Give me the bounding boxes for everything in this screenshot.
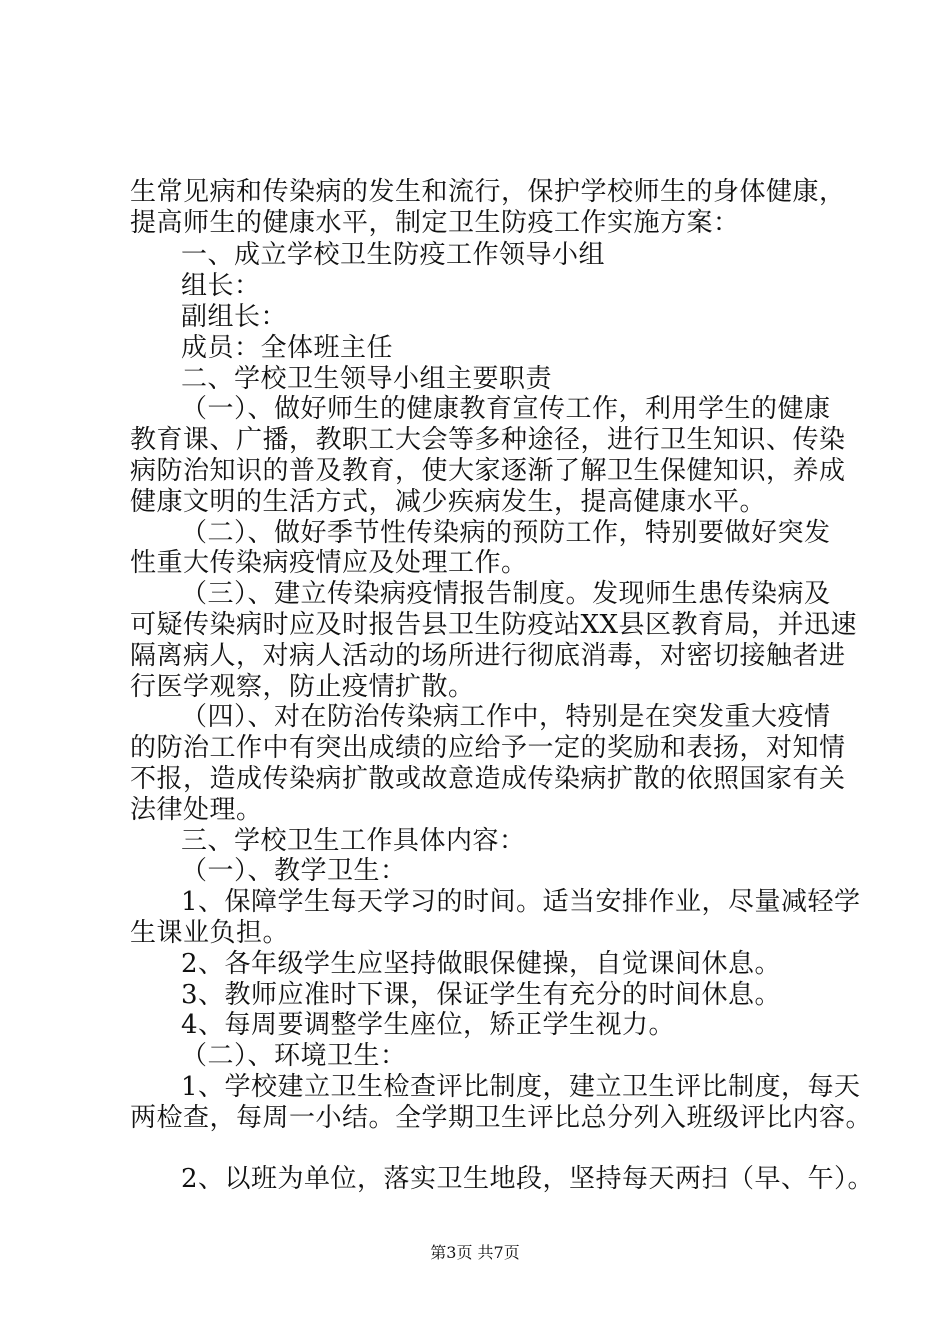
text-line-5: 副组长： <box>181 302 288 332</box>
text-line-6: 成员：全体班主任 <box>181 333 394 363</box>
text-line-25: 生课业负担。 <box>130 918 290 948</box>
text-line-9: 教育课、广播，教职工大会等多种途径，进行卫生知识、传染 <box>130 425 846 455</box>
text-line-19: 的防治工作中有突出成绩的应给予一定的奖励和表扬，对知情 <box>130 733 846 763</box>
text-line-28: 4、每周要调整学生座位，矫正学生视力。 <box>181 1010 676 1040</box>
text-line-27: 3、教师应准时下课，保证学生有充分的时间休息。 <box>181 980 782 1010</box>
text-line-29: （二）、环境卫生： <box>181 1041 407 1071</box>
text-line-26: 2、各年级学生应坚持做眼保健操，自觉课间休息。 <box>181 949 782 979</box>
text-line-1: 生常见病和传染病的发生和流行，保护学校师生的身体健康， <box>130 177 846 207</box>
text-line-10: 病防治知识的普及教育，使大家逐渐了解卫生保健知识，养成 <box>130 456 846 486</box>
section-heading-2: 二、学校卫生领导小组主要职责 <box>181 364 553 394</box>
text-line-12: （二）、做好季节性传染病的预防工作，特别要做好突发 <box>181 518 831 548</box>
section-heading-1: 一、成立学校卫生防疫工作领导小组 <box>181 240 606 270</box>
text-line-17: 行医学观察，防止疫情扩散。 <box>130 672 475 702</box>
page-number-footer: 第3页 共7页 <box>430 1243 520 1262</box>
text-line-8: （一）、做好师生的健康教育宣传工作，利用学生的健康 <box>181 394 831 424</box>
text-line-14: （三）、建立传染病疫情报告制度。发现师生患传染病及 <box>181 579 831 609</box>
text-line-20: 不报，造成传染病扩散或故意造成传染病扩散的依照国家有关 <box>130 764 846 794</box>
text-line-13: 性重大传染病疫情应及处理工作。 <box>130 548 528 578</box>
text-line-23: （一）、教学卫生： <box>181 856 407 886</box>
text-line-24: 1、保障学生每天学习的时间。适当安排作业，尽量减轻学 <box>181 887 861 917</box>
text-line-11: 健康文明的生活方式，减少疾病发生，提高健康水平。 <box>130 487 767 517</box>
text-line-2: 提高师生的健康水平，制定卫生防疫工作实施方案： <box>130 208 740 238</box>
text-line-4: 组长： <box>181 271 261 301</box>
section-heading-3: 三、学校卫生工作具体内容： <box>181 826 526 856</box>
text-line-30: 1、学校建立卫生检查评比制度，建立卫生评比制度，每天 <box>181 1072 861 1102</box>
text-line-21: 法律处理。 <box>130 795 263 825</box>
text-line-16: 隔离病人，对病人活动的场所进行彻底消毒，对密切接触者进 <box>130 641 846 671</box>
text-line-15: 可疑传染病时应及时报告县卫生防疫站XX县区教育局，并迅速 <box>130 610 858 640</box>
text-line-32: 2、以班为单位，落实卫生地段，坚持每天两扫（早、午）。 <box>181 1164 875 1194</box>
text-line-18: （四）、对在防治传染病工作中，特别是在突发重大疫情 <box>181 702 831 732</box>
text-line-31: 两检查，每周一小结。全学期卫生评比总分列入班级评比内容。 <box>130 1103 873 1133</box>
